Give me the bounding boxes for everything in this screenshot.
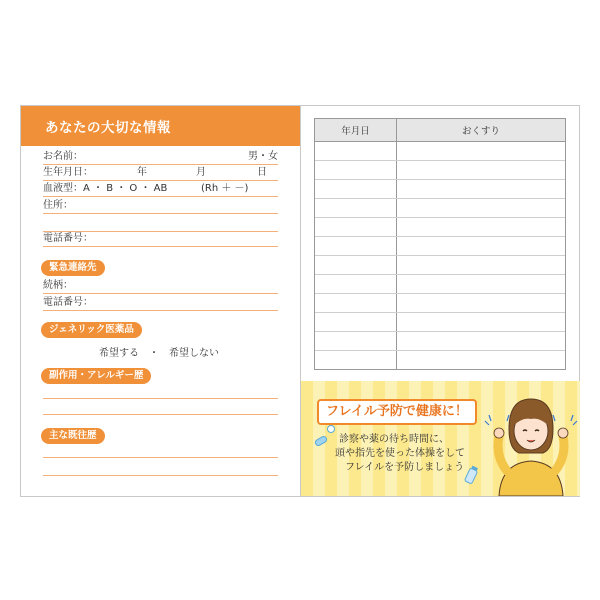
phone-row	[43, 232, 278, 247]
table-row	[315, 256, 565, 275]
table-header-row	[315, 119, 565, 142]
generic-drug-badge: ジェネリック医薬品	[41, 322, 142, 338]
table-row	[315, 275, 565, 294]
medicine-cell[interactable]	[397, 180, 566, 199]
medication-record-page	[301, 106, 580, 496]
date-cell[interactable]	[315, 351, 397, 370]
history-line-2	[43, 475, 278, 476]
relation-label: 続柄：	[43, 280, 73, 291]
birthdate-row	[43, 166, 278, 181]
table-row	[315, 142, 565, 161]
generic-options: 希望する ・ 希望しない	[99, 348, 219, 359]
medicine-column-header: おくすり	[397, 119, 566, 142]
woman-exercising-illustration	[481, 381, 580, 496]
info-header	[21, 106, 300, 146]
history-line-1	[43, 457, 278, 458]
date-cell[interactable]	[315, 142, 397, 161]
info-header-title: あなたの大切な情報	[45, 120, 171, 136]
medicine-cell[interactable]	[397, 332, 566, 351]
medicine-cell[interactable]	[397, 142, 566, 161]
phone-label: 電話番号：	[43, 233, 93, 244]
medicine-notebook-card	[20, 105, 580, 497]
date-cell[interactable]	[315, 180, 397, 199]
table-row	[315, 180, 565, 199]
date-cell[interactable]	[315, 256, 397, 275]
tablet-icon	[328, 426, 335, 433]
table-row	[315, 161, 565, 180]
birth-month-label: 月	[196, 167, 206, 178]
date-cell[interactable]	[315, 237, 397, 256]
medicine-cell[interactable]	[397, 275, 566, 294]
medicine-cell[interactable]	[397, 199, 566, 218]
address-row	[43, 199, 278, 214]
date-cell[interactable]	[315, 199, 397, 218]
table-row	[315, 294, 565, 313]
name-row	[43, 150, 278, 165]
table-row	[315, 332, 565, 351]
medicine-cell[interactable]	[397, 161, 566, 180]
emergency-phone-row	[43, 296, 278, 311]
blood-type-label: 血液型：A ・ B ・ O ・ AB	[43, 183, 168, 194]
allergy-badge: 副作用・アレルギー歴	[41, 368, 151, 384]
date-cell[interactable]	[315, 332, 397, 351]
medicine-cell[interactable]	[397, 218, 566, 237]
table-row	[315, 313, 565, 332]
medicine-cell[interactable]	[397, 256, 566, 275]
relation-row	[43, 279, 278, 294]
table-row	[315, 199, 565, 218]
bottle-icon	[464, 465, 478, 484]
gender-options: 男・女	[248, 151, 278, 162]
medicine-cell[interactable]	[397, 237, 566, 256]
medicine-cell[interactable]	[397, 313, 566, 332]
personal-info-page	[21, 106, 300, 496]
capsule-icon	[314, 435, 327, 446]
name-label: お名前：	[43, 151, 83, 162]
rh-factor: (Rh ＋ －)	[201, 183, 249, 194]
table-row	[315, 218, 565, 237]
birth-year-label: 年	[137, 167, 147, 178]
medicine-cell[interactable]	[397, 351, 566, 370]
emergency-contact-badge: 緊急連絡先	[41, 260, 105, 276]
promo-line-1: 診察や薬の待ち時間に、	[339, 434, 449, 445]
promo-line-2: 頭や指先を使った体操をして	[335, 448, 465, 459]
address-label: 住所：	[43, 200, 73, 211]
allergy-line-1	[43, 398, 278, 399]
date-cell[interactable]	[315, 161, 397, 180]
date-cell[interactable]	[315, 313, 397, 332]
medical-history-badge: 主な既往歴	[41, 428, 105, 444]
birth-day-label: 日	[257, 167, 267, 178]
medication-table	[314, 118, 566, 370]
blood-type-row	[43, 182, 278, 197]
frailty-promo-banner	[301, 381, 580, 496]
medicine-cell[interactable]	[397, 294, 566, 313]
table-row	[315, 351, 565, 370]
promo-title: フレイル予防で健康に！	[317, 399, 477, 425]
birthdate-label: 生年月日：	[43, 167, 93, 178]
date-column-header: 年月日	[315, 119, 397, 142]
date-cell[interactable]	[315, 218, 397, 237]
promo-line-3: フレイルを予防しましょう	[345, 462, 465, 473]
date-cell[interactable]	[315, 294, 397, 313]
table-row	[315, 237, 565, 256]
emergency-phone-label: 電話番号：	[43, 297, 93, 308]
date-cell[interactable]	[315, 275, 397, 294]
allergy-line-2	[43, 414, 278, 415]
